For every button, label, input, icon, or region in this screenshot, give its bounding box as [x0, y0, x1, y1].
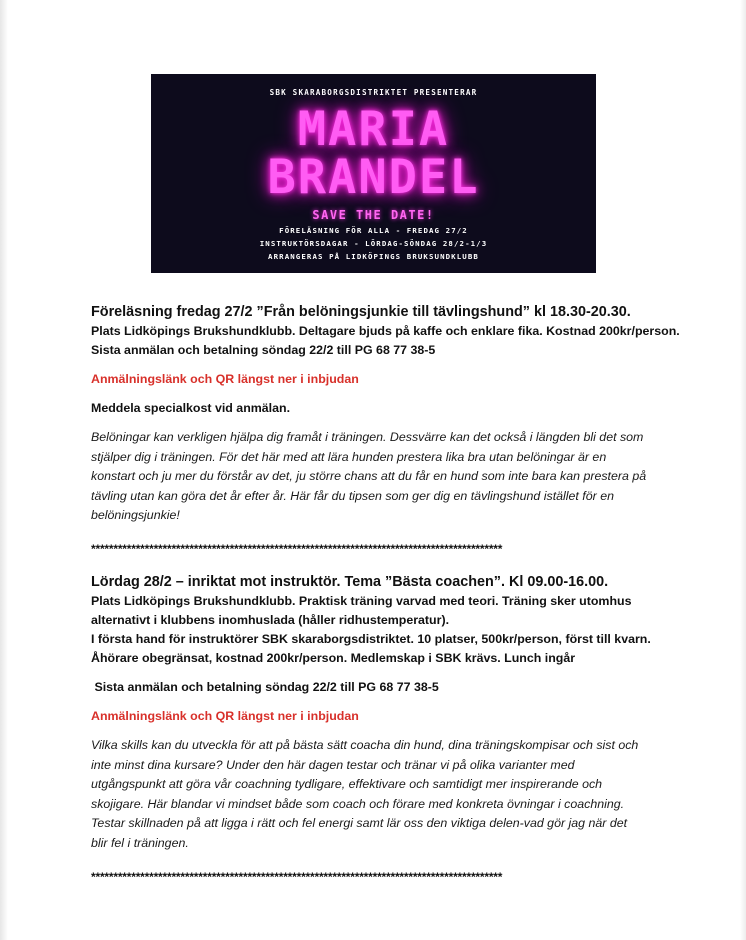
- section2-detail-line: I första hand för instruktörer SBK skaraborgsdistriktet. 10 platser, 500kr/person, först till kvarn.: [91, 631, 651, 646]
- banner-save-the-date: SAVE THE DATE!: [312, 208, 435, 222]
- page-shadow-left: [0, 0, 8, 940]
- section2-detail-line: Plats Lidköpings Brukshundklubb. Praktisk träning varvad med teori. Träning sker utomhus: [91, 593, 632, 608]
- section2-heading: Lördag 28/2 – inriktat mot instruktör. Tema ”Bästa coachen”. Kl 09.00-16.00.: [91, 573, 609, 590]
- separator-line: ********************************************************************************************: [91, 541, 503, 556]
- section1-description: [91, 428, 681, 526]
- banner-last-name: BRANDEL: [267, 150, 480, 205]
- section2-registration-link-note[interactable]: Anmälningslänk och QR längst ner i inbjudan: [91, 708, 359, 723]
- description-line: belöningsjunkie!: [91, 508, 180, 523]
- banner-presenter: SBK SKARABORGSDISTRIKTET PRESENTERAR: [269, 88, 478, 97]
- banner-line-instructor-days: INSTRUKTÖRSDAGAR - LÖRDAG-SÖNDAG 28/2-1/3: [259, 239, 488, 248]
- section1-registration-link-note[interactable]: Anmälningslänk och QR längst ner i inbjudan: [91, 372, 359, 386]
- section2-detail-line: alternativt i klubbens inomhuslada (håller ridhustemperatur).: [91, 612, 450, 627]
- description-line: utgångspunkt att göra vår coachning tydligare, effektivare och samtidigt mer inspirerande och: [91, 777, 603, 792]
- banner-line-organizer: ARRANGERAS PÅ LIDKÖPINGS BRUKSUNDKLUBB: [268, 252, 479, 261]
- section1-deadline: Sista anmälan och betalning söndag 22/2 till PG 68 77 38-5: [91, 343, 436, 357]
- section2-deadline: Sista anmälan och betalning söndag 22/2 till PG 68 77 38-5: [91, 679, 439, 694]
- description-line: inte minst dina kursare? Under den här dagen testar och tränar vi på olika varianter med: [91, 757, 575, 772]
- section1-diet-note: Meddela specialkost vid anmälan.: [91, 401, 291, 415]
- description-line: Belöningar kan verkligen hjälpa dig framåt i träningen. Dessvärre kan det också i längden bli det som: [91, 430, 644, 444]
- section2-description: [91, 736, 681, 854]
- banner-line-lecture: FÖRELÄSNING FÖR ALLA - FREDAG 27/2: [279, 226, 468, 235]
- description-line: Vilka skills kan du utveckla för att på bästa sätt coacha din hund, dina träningskompisar och sist och: [91, 737, 639, 752]
- banner-first-name: MARIA: [297, 102, 450, 157]
- section1-place: Plats Lidköpings Brukshundklubb. Deltagare bjuds på kaffe och enklare fika. Kostnad 200kr/person.: [91, 324, 680, 338]
- description-line: konstart och ju mer du förstår av det, ju större chans att du får en hund som inte bara kan prestera på: [91, 469, 647, 484]
- document-body: [91, 302, 681, 884]
- description-line: tävling utan kan göra det år efter år. Här får du tipsen som ger dig en tävlingshund istället för en: [91, 488, 614, 503]
- description-line: skojigare. Här blandar vi mindset både som coach och förare med konkreta övningar i coachning.: [91, 796, 625, 811]
- description-line: stjälper dig i träningen. För det här med att lära hunden prestera lika bra utan belöningar är en: [91, 449, 607, 464]
- page-shadow-right: [740, 0, 746, 940]
- description-line: blir fel i träningen.: [91, 835, 189, 850]
- description-line: Testar skillnaden på att ligga i rätt och fel energi samt lär oss den viktiga delen-vad gör jag när det: [91, 816, 628, 831]
- section1-heading: Föreläsning fredag 27/2 ”Från belöningsjunkie till tävlingshund” kl 18.30-20.30.: [91, 304, 631, 320]
- section2-detail-line: Åhörare obegränsat, kostnad 200kr/person. Medlemskap i SBK krävs. Lunch ingår: [91, 650, 576, 665]
- event-banner: [151, 74, 596, 273]
- separator-line: ********************************************************************************************: [91, 869, 503, 884]
